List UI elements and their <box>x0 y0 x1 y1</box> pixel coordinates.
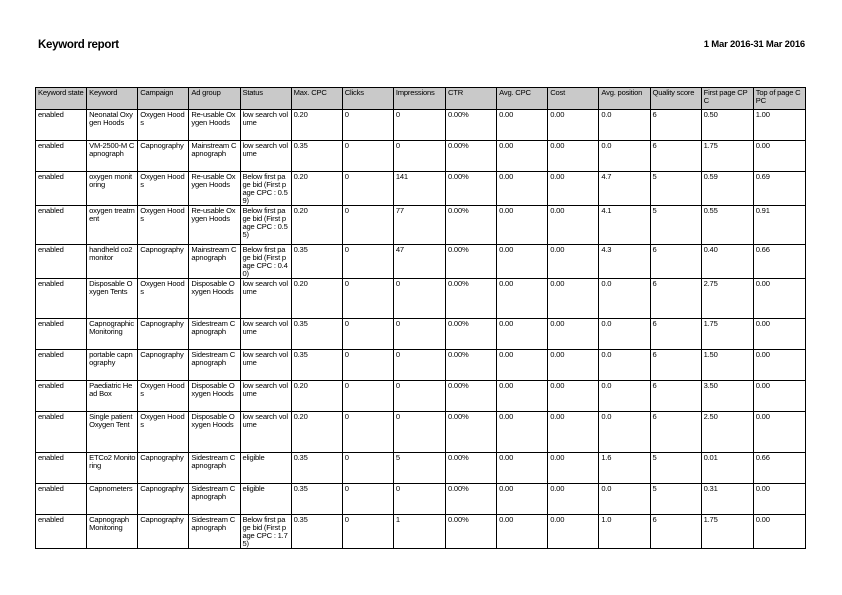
table-cell: Sidestream Capnograph <box>189 350 240 381</box>
table-cell: low search volume <box>240 141 291 172</box>
table-cell: Sidestream Capnograph <box>189 515 240 549</box>
table-cell: 141 <box>393 172 445 206</box>
table-cell: Oxygen Hoods <box>138 206 189 245</box>
table-cell: 0 <box>393 484 445 515</box>
table-cell: enabled <box>36 381 87 412</box>
table-cell: Re-usable Oxygen Hoods <box>189 206 240 245</box>
table-cell: 0.00 <box>497 110 548 141</box>
column-header: Clicks <box>342 88 393 110</box>
table-cell: 0 <box>342 453 393 484</box>
table-cell: 0.00% <box>446 381 497 412</box>
table-cell: 0.0 <box>599 412 650 453</box>
table-cell: 0.00% <box>446 350 497 381</box>
column-header: Impressions <box>393 88 445 110</box>
table-cell: enabled <box>36 319 87 350</box>
table-cell: 0.00 <box>548 350 599 381</box>
table-cell: Neonatal Oxygen Hoods <box>87 110 138 141</box>
table-row <box>36 350 806 381</box>
table-cell: 0.00 <box>548 484 599 515</box>
table-cell: Capnography <box>138 453 189 484</box>
table-cell: 0.35 <box>291 319 342 350</box>
table-cell: 0 <box>393 412 445 453</box>
table-cell: 0.00 <box>548 515 599 549</box>
table-cell: 0 <box>342 172 393 206</box>
table-cell: 0.00 <box>753 350 805 381</box>
table-cell: 0.00% <box>446 141 497 172</box>
table-cell: 2.50 <box>701 412 753 453</box>
table-cell: eligible <box>240 484 291 515</box>
column-header: Top of page CPC <box>753 88 805 110</box>
table-cell: 0.00 <box>548 453 599 484</box>
table-cell: 0.35 <box>291 484 342 515</box>
table-cell: 6 <box>650 350 701 381</box>
table-cell: 0.0 <box>599 279 650 319</box>
table-cell: 2.75 <box>701 279 753 319</box>
table-cell: 0 <box>342 381 393 412</box>
table-cell: 0.00 <box>497 172 548 206</box>
table-cell: 0.00 <box>497 484 548 515</box>
table-cell: low search volume <box>240 412 291 453</box>
table-cell: 0 <box>393 350 445 381</box>
table-cell: Capnography <box>138 245 189 279</box>
table-cell: 0 <box>342 206 393 245</box>
table-cell: 5 <box>650 453 701 484</box>
table-row <box>36 515 806 549</box>
table-cell: 0.00% <box>446 412 497 453</box>
table-cell: 0.00% <box>446 319 497 350</box>
column-header: Campaign <box>138 88 189 110</box>
table-cell: 0.20 <box>291 381 342 412</box>
table-row <box>36 412 806 453</box>
table-cell: 0.0 <box>599 110 650 141</box>
table-cell: 0.00 <box>548 319 599 350</box>
table-cell: enabled <box>36 453 87 484</box>
table-cell: 6 <box>650 412 701 453</box>
table-cell: Sidestream Capnograph <box>189 453 240 484</box>
table-cell: enabled <box>36 484 87 515</box>
table-cell: VM-2500-M Capnograph <box>87 141 138 172</box>
column-header: Keyword <box>87 88 138 110</box>
table-cell: Below first page bid (First page CPC : 0.40) <box>240 245 291 279</box>
table-cell: enabled <box>36 350 87 381</box>
table-cell: Capnography <box>138 141 189 172</box>
column-header: Avg. position <box>599 88 650 110</box>
table-cell: 0.00% <box>446 245 497 279</box>
table-cell: 0.00 <box>548 245 599 279</box>
table-cell: 0.59 <box>701 172 753 206</box>
table-cell: 0.35 <box>291 141 342 172</box>
table-cell: 1.50 <box>701 350 753 381</box>
table-cell: 0.00 <box>753 515 805 549</box>
table-cell: 0 <box>342 350 393 381</box>
table-cell: 0 <box>342 319 393 350</box>
report-title: Keyword report <box>38 39 119 51</box>
table-cell: 0.00% <box>446 515 497 549</box>
table-cell: 0.00 <box>548 206 599 245</box>
table-cell: Paediatric Head Box <box>87 381 138 412</box>
table-cell: enabled <box>36 172 87 206</box>
table-cell: 1 <box>393 515 445 549</box>
table-cell: 0 <box>342 484 393 515</box>
table-cell: low search volume <box>240 110 291 141</box>
column-header: Keyword state <box>36 88 87 110</box>
table-cell: 0.00 <box>497 453 548 484</box>
table-cell: 0.00 <box>753 484 805 515</box>
table-cell: 0.00 <box>548 110 599 141</box>
table-cell: 0.00 <box>753 141 805 172</box>
table-cell: Oxygen Hoods <box>138 110 189 141</box>
table-cell: 6 <box>650 141 701 172</box>
table-cell: 0.00 <box>497 319 548 350</box>
table-cell: Oxygen Hoods <box>138 172 189 206</box>
table-cell: 0.00 <box>548 279 599 319</box>
table-cell: 5 <box>650 484 701 515</box>
table-cell: oxygen treatment <box>87 206 138 245</box>
table-cell: Capnography <box>138 350 189 381</box>
table-cell: 6 <box>650 515 701 549</box>
table-cell: enabled <box>36 206 87 245</box>
table-cell: 4.3 <box>599 245 650 279</box>
table-cell: Capnography <box>138 319 189 350</box>
table-cell: Oxygen Hoods <box>138 381 189 412</box>
table-cell: 0.20 <box>291 412 342 453</box>
table-cell: 0.00 <box>497 245 548 279</box>
table-cell: 0.0 <box>599 381 650 412</box>
table-cell: 0.00 <box>497 350 548 381</box>
table-cell: 0 <box>393 141 445 172</box>
column-header: Avg. CPC <box>497 88 548 110</box>
table-cell: 1.75 <box>701 319 753 350</box>
table-cell: 0.00 <box>548 141 599 172</box>
table-cell: 0.00 <box>753 319 805 350</box>
table-cell: Re-usable Oxygen Hoods <box>189 110 240 141</box>
table-cell: low search volume <box>240 350 291 381</box>
table-cell: 1.75 <box>701 515 753 549</box>
table-cell: 0.0 <box>599 141 650 172</box>
column-header: Max. CPC <box>291 88 342 110</box>
table-cell: ETCo2 Monitoring <box>87 453 138 484</box>
table-cell: Sidestream Capnograph <box>189 484 240 515</box>
table-row <box>36 381 806 412</box>
table-cell: 0.00 <box>548 381 599 412</box>
column-header: Quality score <box>650 88 701 110</box>
table-cell: 0.00% <box>446 172 497 206</box>
table-cell: 0 <box>342 279 393 319</box>
table-cell: 0.20 <box>291 206 342 245</box>
table-cell: Oxygen Hoods <box>138 412 189 453</box>
table-cell: 0.00 <box>753 412 805 453</box>
table-cell: 6 <box>650 279 701 319</box>
table-cell: 4.7 <box>599 172 650 206</box>
table-cell: 0.00% <box>446 110 497 141</box>
table-cell: enabled <box>36 245 87 279</box>
table-cell: Sidestream Capnograph <box>189 319 240 350</box>
table-cell: 0.0 <box>599 350 650 381</box>
table-cell: low search volume <box>240 381 291 412</box>
table-cell: Capnograph Monitoring <box>87 515 138 549</box>
table-cell: Below first page bid (First page CPC : 0.55) <box>240 206 291 245</box>
table-cell: 0.91 <box>753 206 805 245</box>
column-header: Status <box>240 88 291 110</box>
table-cell: 0.35 <box>291 245 342 279</box>
table-cell: 6 <box>650 319 701 350</box>
table-cell: Disposable Oxygen Hoods <box>189 412 240 453</box>
table-cell: 0.20 <box>291 279 342 319</box>
table-cell: 0.35 <box>291 453 342 484</box>
table-cell: 0.00 <box>497 279 548 319</box>
table-cell: Mainstream Capnograph <box>189 141 240 172</box>
table-cell: 0 <box>342 110 393 141</box>
table-cell: Capnometers <box>87 484 138 515</box>
table-cell: 0.00 <box>497 381 548 412</box>
table-cell: Below first page bid (First page CPC : 0.59) <box>240 172 291 206</box>
table-cell: 0.01 <box>701 453 753 484</box>
table-cell: oxygen monitoring <box>87 172 138 206</box>
table-cell: 5 <box>650 206 701 245</box>
table-cell: 0.66 <box>753 453 805 484</box>
table-cell: portable capnography <box>87 350 138 381</box>
table-cell: Disposable Oxygen Hoods <box>189 279 240 319</box>
table-cell: 0.69 <box>753 172 805 206</box>
table-cell: 0 <box>393 279 445 319</box>
table-cell: 0.66 <box>753 245 805 279</box>
table-row <box>36 484 806 515</box>
table-cell: 0.00% <box>446 453 497 484</box>
table-cell: enabled <box>36 279 87 319</box>
keyword-table <box>35 87 806 549</box>
table-cell: 77 <box>393 206 445 245</box>
table-cell: 0.00% <box>446 279 497 319</box>
table-cell: 0 <box>342 412 393 453</box>
table-cell: 0 <box>342 515 393 549</box>
table-row <box>36 279 806 319</box>
table-row <box>36 319 806 350</box>
table-cell: 0.00 <box>497 141 548 172</box>
table-cell: Mainstream Capnograph <box>189 245 240 279</box>
table-cell: Disposable Oxygen Hoods <box>189 381 240 412</box>
table-row <box>36 206 806 245</box>
table-cell: 47 <box>393 245 445 279</box>
table-cell: Oxygen Hoods <box>138 279 189 319</box>
table-cell: 0.00 <box>548 172 599 206</box>
table-cell: 0.00 <box>753 279 805 319</box>
table-cell: 1.00 <box>753 110 805 141</box>
table-cell: 5 <box>650 172 701 206</box>
date-range: 1 Mar 2016-31 Mar 2016 <box>703 39 805 50</box>
table-cell: 0 <box>393 381 445 412</box>
table-cell: 0.40 <box>701 245 753 279</box>
table-cell: Below first page bid (First page CPC : 1.75) <box>240 515 291 549</box>
table-cell: 0.00 <box>753 381 805 412</box>
table-cell: 0.35 <box>291 350 342 381</box>
table-cell: 4.1 <box>599 206 650 245</box>
table-cell: 0.00 <box>497 412 548 453</box>
table-cell: 0 <box>342 141 393 172</box>
table-cell: Disposable Oxygen Tents <box>87 279 138 319</box>
table-cell: 0.20 <box>291 110 342 141</box>
table-cell: Capnographic Monitoring <box>87 319 138 350</box>
table-cell: low search volume <box>240 279 291 319</box>
table-header-row <box>36 88 806 110</box>
table-cell: Single patient Oxygen Tent <box>87 412 138 453</box>
table-cell: 0.50 <box>701 110 753 141</box>
table-cell: Re-usable Oxygen Hoods <box>189 172 240 206</box>
table-cell: 0 <box>393 319 445 350</box>
table-cell: 1.6 <box>599 453 650 484</box>
table-cell: 1.75 <box>701 141 753 172</box>
table-row <box>36 110 806 141</box>
table-cell: 0.35 <box>291 515 342 549</box>
table-row <box>36 172 806 206</box>
table-cell: Capnography <box>138 515 189 549</box>
table-cell: 0.31 <box>701 484 753 515</box>
table-cell: 0.00% <box>446 206 497 245</box>
table-row <box>36 245 806 279</box>
table-cell: 0 <box>393 110 445 141</box>
column-header: First page CPC <box>701 88 753 110</box>
table-cell: enabled <box>36 110 87 141</box>
table-row <box>36 453 806 484</box>
column-header: CTR <box>446 88 497 110</box>
table-cell: low search volume <box>240 319 291 350</box>
table-cell: 0 <box>342 245 393 279</box>
table-cell: enabled <box>36 412 87 453</box>
table-cell: 0.00 <box>497 206 548 245</box>
table-cell: 1.0 <box>599 515 650 549</box>
table-cell: eligible <box>240 453 291 484</box>
table-cell: 0.00% <box>446 484 497 515</box>
table-cell: enabled <box>36 515 87 549</box>
column-header: Cost <box>548 88 599 110</box>
table-cell: 6 <box>650 381 701 412</box>
table-cell: 3.50 <box>701 381 753 412</box>
column-header: Ad group <box>189 88 240 110</box>
table-cell: 0.00 <box>497 515 548 549</box>
table-cell: 6 <box>650 110 701 141</box>
table-cell: enabled <box>36 141 87 172</box>
table-cell: handheld co2 monitor <box>87 245 138 279</box>
table-cell: 0.20 <box>291 172 342 206</box>
table-cell: 0.0 <box>599 484 650 515</box>
table-row <box>36 141 806 172</box>
table-cell: 0.00 <box>548 412 599 453</box>
table-cell: 6 <box>650 245 701 279</box>
table-cell: 0.0 <box>599 319 650 350</box>
table-cell: 0.55 <box>701 206 753 245</box>
table-cell: Capnography <box>138 484 189 515</box>
table-cell: 5 <box>393 453 445 484</box>
